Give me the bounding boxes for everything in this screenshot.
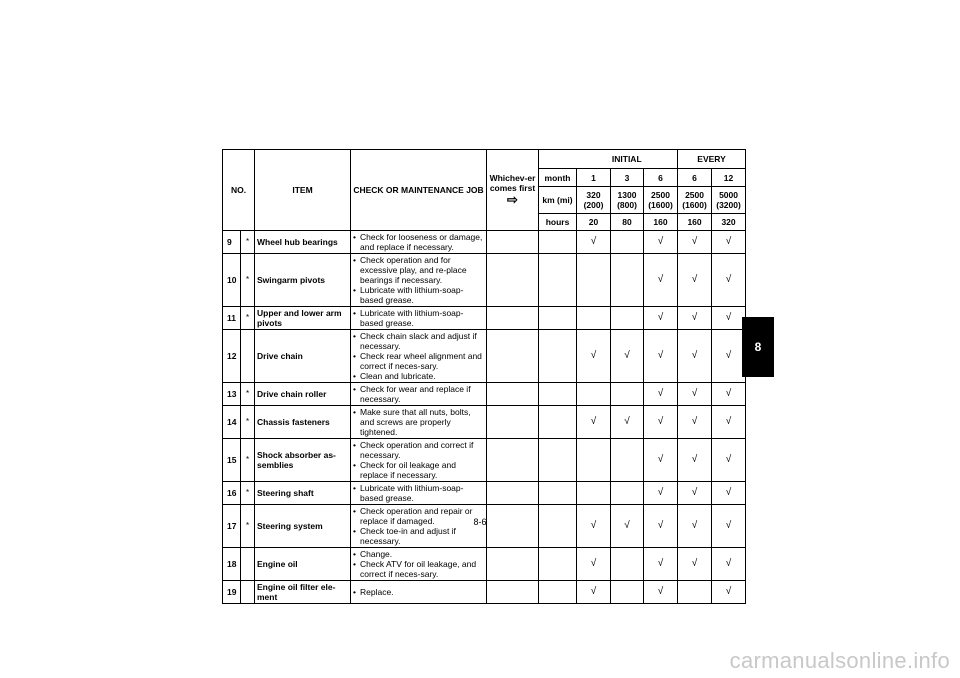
check-mark-icon: √ [725, 350, 732, 361]
header-job: CHECK OR MAINTENANCE JOB [351, 150, 487, 231]
check-mark-icon: √ [725, 586, 732, 597]
check-mark-icon: √ [657, 586, 664, 597]
row-whichever-blank [487, 548, 539, 581]
check-cell [712, 383, 746, 406]
check-cell [577, 439, 611, 482]
check-cell [644, 406, 678, 439]
row-unit-blank [539, 581, 577, 604]
check-mark-icon: √ [691, 487, 698, 498]
check-cell [611, 581, 644, 604]
job-item: • Check for looseness or damage, and replace if necessary. [353, 232, 484, 252]
job-list [353, 308, 484, 328]
job-item: • Make sure that all nuts, bolts, and screws are properly tightened. [353, 407, 484, 437]
header-months-value: 6 [644, 169, 678, 187]
row-item: Shock absorber as-semblies [255, 439, 351, 482]
check-cell [611, 439, 644, 482]
row-dealer-mark: * [241, 307, 255, 330]
table-row [223, 330, 746, 383]
check-mark-icon: √ [691, 520, 698, 531]
check-cell [577, 406, 611, 439]
job-list [353, 587, 484, 597]
job-item: • Check for oil leakage and replace if necessary. [353, 460, 484, 480]
row-jobs [351, 254, 487, 307]
row-item: Swingarm pivots [255, 254, 351, 307]
header-no: NO. [223, 150, 255, 231]
row-jobs [351, 406, 487, 439]
check-mark-icon: √ [657, 236, 664, 247]
check-mark-icon: √ [590, 236, 597, 247]
row-item: Wheel hub bearings [255, 231, 351, 254]
row-number: 14 [223, 406, 241, 439]
row-number: 12 [223, 330, 241, 383]
row-dealer-mark: * [241, 505, 255, 548]
row-dealer-mark [241, 330, 255, 383]
check-mark-icon: √ [691, 274, 698, 285]
check-cell [644, 548, 678, 581]
row-jobs [351, 383, 487, 406]
header-hours-value: 80 [611, 214, 644, 231]
row-dealer-mark: * [241, 231, 255, 254]
check-cell [644, 482, 678, 505]
check-cell [611, 548, 644, 581]
row-item: Chassis fasteners [255, 406, 351, 439]
header-months-value: 6 [678, 169, 712, 187]
row-unit-blank [539, 231, 577, 254]
header-km-label: km (mi) [539, 187, 577, 214]
header-km-value: 1300 (800) [611, 187, 644, 214]
table-row [223, 439, 746, 482]
check-mark-icon: √ [624, 416, 630, 427]
check-cell [644, 383, 678, 406]
row-item: Drive chain [255, 330, 351, 383]
row-item: Drive chain roller [255, 383, 351, 406]
check-mark-icon: √ [657, 454, 664, 465]
table-row [223, 581, 746, 604]
header-month-label: month [539, 169, 577, 187]
check-mark-icon: √ [725, 520, 732, 531]
row-dealer-mark [241, 581, 255, 604]
job-item: • Check operation and correct if necessary. [353, 440, 484, 460]
check-mark-icon: √ [657, 312, 664, 323]
check-cell [577, 231, 611, 254]
row-number: 10 [223, 254, 241, 307]
row-whichever-blank [487, 439, 539, 482]
row-unit-blank [539, 383, 577, 406]
job-list [353, 232, 484, 252]
check-mark-icon: √ [657, 388, 664, 399]
job-item: • Check operation and repair or replace if damaged. [353, 506, 484, 526]
check-mark-icon: √ [691, 454, 698, 465]
row-jobs [351, 548, 487, 581]
row-unit-blank [539, 406, 577, 439]
check-cell [712, 548, 746, 581]
row-dealer-mark: * [241, 383, 255, 406]
job-list [353, 483, 484, 503]
check-cell [644, 330, 678, 383]
section-tab: 8 [742, 317, 774, 377]
row-item: Upper and lower arm pivots [255, 307, 351, 330]
row-jobs [351, 307, 487, 330]
whichever-text: Whichev-er comes first [489, 173, 536, 193]
row-dealer-mark: * [241, 406, 255, 439]
check-mark-icon: √ [691, 350, 698, 361]
job-list [353, 549, 484, 579]
job-item: • Check operation and for excessive play, and re-place bearings if necessary. [353, 255, 484, 285]
check-mark-icon: √ [725, 558, 732, 569]
check-cell [577, 330, 611, 383]
row-unit-blank [539, 482, 577, 505]
header-months-value: 12 [712, 169, 746, 187]
row-whichever-blank [487, 330, 539, 383]
check-cell [577, 383, 611, 406]
row-whichever-blank [487, 383, 539, 406]
row-item: Engine oil filter ele-ment [255, 581, 351, 604]
check-cell [644, 581, 678, 604]
check-cell [678, 307, 712, 330]
row-jobs [351, 482, 487, 505]
check-cell [577, 254, 611, 307]
job-item: • Clean and lubricate. [353, 371, 484, 381]
check-cell [678, 383, 712, 406]
table-row [223, 307, 746, 330]
check-cell [678, 330, 712, 383]
check-cell [611, 307, 644, 330]
row-dealer-mark: * [241, 439, 255, 482]
row-unit-blank [539, 548, 577, 581]
header-hours-label: hours [539, 214, 577, 231]
table-row [223, 383, 746, 406]
row-jobs [351, 439, 487, 482]
check-mark-icon: √ [691, 236, 698, 247]
row-unit-blank [539, 330, 577, 383]
check-cell [678, 548, 712, 581]
job-item: • Lubricate with lithium-soap-based grease. [353, 285, 484, 305]
check-cell [644, 439, 678, 482]
header-every: EVERY [678, 150, 746, 169]
check-mark-icon: √ [725, 312, 732, 323]
check-mark-icon: √ [725, 388, 732, 399]
check-cell [644, 231, 678, 254]
check-cell [611, 254, 644, 307]
row-item: Steering shaft [255, 482, 351, 505]
check-cell [712, 307, 746, 330]
job-item: • Check chain slack and adjust if necessary. [353, 331, 484, 351]
job-item: • Lubricate with lithium-soap-based grease. [353, 308, 484, 328]
row-number: 11 [223, 307, 241, 330]
check-cell [577, 482, 611, 505]
job-list [353, 384, 484, 404]
check-cell [678, 254, 712, 307]
maintenance-table [222, 149, 746, 604]
check-mark-icon: √ [691, 388, 698, 399]
table-row [223, 482, 746, 505]
row-unit-blank [539, 254, 577, 307]
check-cell [577, 581, 611, 604]
table-row [223, 406, 746, 439]
check-cell [611, 406, 644, 439]
row-dealer-mark: * [241, 482, 255, 505]
row-number: 9 [223, 231, 241, 254]
row-number: 19 [223, 581, 241, 604]
row-jobs [351, 330, 487, 383]
check-mark-icon: √ [590, 350, 597, 361]
check-cell [678, 482, 712, 505]
check-mark-icon: √ [725, 236, 732, 247]
header-hours-value: 320 [712, 214, 746, 231]
row-whichever-blank [487, 231, 539, 254]
check-mark-icon: √ [657, 416, 664, 427]
check-cell [712, 330, 746, 383]
row-whichever-blank [487, 581, 539, 604]
row-jobs [351, 231, 487, 254]
header-km-value: 2500 (1600) [678, 187, 712, 214]
job-list [353, 440, 484, 480]
check-mark-icon: √ [725, 454, 732, 465]
job-item: • Replace. [353, 587, 484, 597]
check-cell [678, 406, 712, 439]
row-whichever-blank [487, 406, 539, 439]
row-number: 18 [223, 548, 241, 581]
row-dealer-mark: * [241, 254, 255, 307]
check-cell [611, 330, 644, 383]
row-jobs [351, 581, 487, 604]
row-number: 13 [223, 383, 241, 406]
header-hours-value: 20 [577, 214, 611, 231]
header-whichever [487, 150, 539, 231]
header-hours-value: 160 [644, 214, 678, 231]
check-cell [712, 406, 746, 439]
row-item: Engine oil [255, 548, 351, 581]
row-number: 16 [223, 482, 241, 505]
row-whichever-blank [487, 307, 539, 330]
row-dealer-mark [241, 548, 255, 581]
check-cell [712, 482, 746, 505]
watermark: carmanualsonline.info [729, 648, 950, 673]
check-mark-icon: √ [590, 520, 597, 531]
check-mark-icon: √ [657, 350, 664, 361]
check-mark-icon: √ [691, 312, 698, 323]
check-mark-icon: √ [657, 487, 664, 498]
check-cell [712, 439, 746, 482]
check-cell [644, 307, 678, 330]
table-row [223, 231, 746, 254]
check-cell [577, 548, 611, 581]
header-months-value: 3 [611, 169, 644, 187]
check-mark-icon: √ [691, 558, 698, 569]
header-initial: INITIAL [577, 150, 678, 169]
row-number: 15 [223, 439, 241, 482]
check-cell [611, 231, 644, 254]
check-mark-icon: √ [725, 416, 732, 427]
row-whichever-blank [487, 482, 539, 505]
table-row [223, 254, 746, 307]
header-km-value: 5000 (3200) [712, 187, 746, 214]
row-unit-blank [539, 307, 577, 330]
check-mark-icon: √ [657, 274, 664, 285]
job-item: • Check rear wheel alignment and correct if neces-sary. [353, 351, 484, 371]
check-cell [611, 383, 644, 406]
header-months-value: 1 [577, 169, 611, 187]
job-list [353, 407, 484, 437]
check-mark-icon: √ [590, 586, 597, 597]
header-km-value: 320 (200) [577, 187, 611, 214]
check-cell [678, 231, 712, 254]
job-item: • Check ATV for oil leakage, and correct if neces-sary. [353, 559, 484, 579]
header-hours-value: 160 [678, 214, 712, 231]
check-mark-icon: √ [691, 416, 698, 427]
row-item: Steering system [255, 505, 351, 548]
header-km-value: 2500 (1600) [644, 187, 678, 214]
row-whichever-blank [487, 254, 539, 307]
check-mark-icon: √ [657, 558, 664, 569]
check-mark-icon: √ [657, 520, 664, 531]
row-number: 17 [223, 505, 241, 548]
check-mark-icon: √ [725, 487, 732, 498]
check-mark-icon: √ [590, 558, 597, 569]
check-cell [577, 307, 611, 330]
check-cell [644, 254, 678, 307]
check-cell [712, 581, 746, 604]
right-arrow-icon: ⇨ [507, 192, 518, 207]
check-cell [712, 254, 746, 307]
check-mark-icon: √ [725, 274, 732, 285]
job-item: • Check for wear and replace if necessary. [353, 384, 484, 404]
job-list [353, 255, 484, 305]
check-mark-icon: √ [590, 416, 597, 427]
job-item: • Change. [353, 549, 484, 559]
table-row [223, 548, 746, 581]
check-cell [611, 482, 644, 505]
page-number: 8-6 [473, 517, 487, 527]
job-item: • Check toe-in and adjust if necessary. [353, 526, 484, 546]
row-unit-blank [539, 439, 577, 482]
job-list [353, 331, 484, 381]
check-mark-icon: √ [624, 520, 630, 531]
check-cell [712, 231, 746, 254]
check-cell [678, 581, 712, 604]
check-mark-icon: √ [624, 350, 630, 361]
check-cell [678, 439, 712, 482]
header-item: ITEM [255, 150, 351, 231]
job-item: • Lubricate with lithium-soap-based grease. [353, 483, 484, 503]
